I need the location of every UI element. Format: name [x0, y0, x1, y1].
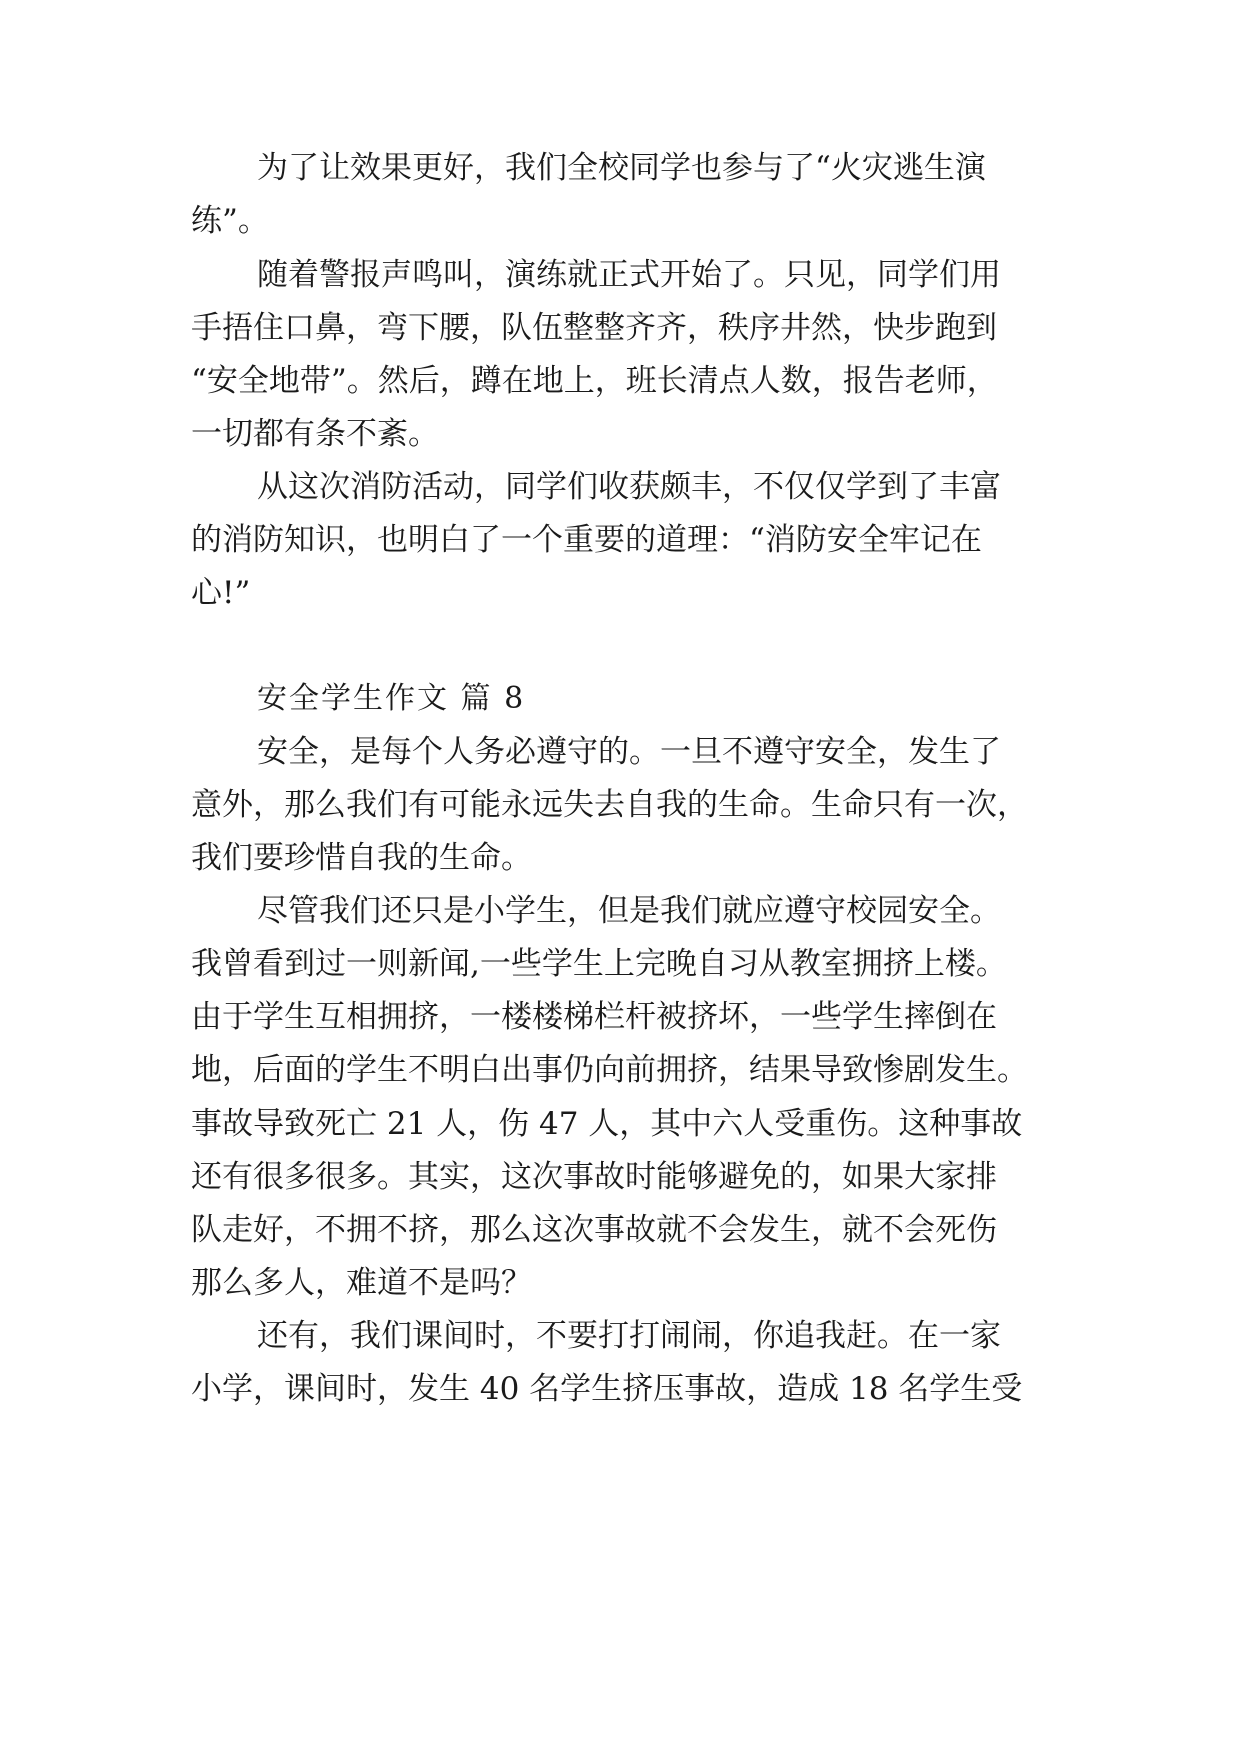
paragraph-line: 从这次消防活动，同学们收获颇丰，不仅仅学到了丰富 [257, 469, 1001, 505]
paragraph-line: 的消防知识，也明白了一个重要的道理：“消防安全牢记在 [191, 522, 982, 558]
paragraph-line: 随着警报声鸣叫，演练就正式开始了。只见，同学们用 [257, 257, 1001, 293]
paragraph-line: 为了让效果更好，我们全校同学也参与了“火灾逃生演 [257, 150, 986, 186]
paragraph-line: 意外，那么我们有可能永远失去自我的生命。生命只有一次， [191, 787, 1028, 823]
paragraph-line: 那么多人，难道不是吗？ [191, 1265, 532, 1301]
paragraph-line: 地，后面的学生不明白出事仍向前拥挤，结果导致惨剧发生。 [191, 1052, 1028, 1088]
paragraph-line: 练”。 [191, 203, 269, 239]
paragraph-line: 还有，我们课间时，不要打打闹闹，你追我赶。在一家 [257, 1318, 1001, 1354]
paragraph-line: 事故导致死亡 21 人，伤 47 人，其中六人受重伤。这种事故 [191, 1106, 1023, 1142]
paragraph-line: 尽管我们还只是小学生，但是我们就应遵守校园安全。 [257, 893, 1001, 929]
paragraph-line: “安全地带”。然后，蹲在地上，班长清点人数，报告老师， [191, 363, 998, 399]
paragraph-line: 由于学生互相拥挤，一楼楼梯栏杆被挤坏，一些学生摔倒在 [191, 999, 997, 1035]
section-title: 安全学生作文 篇 8 [257, 681, 526, 716]
paragraph-line: 手捂住口鼻，弯下腰，队伍整整齐齐，秩序井然，快步跑到 [191, 310, 997, 346]
paragraph-line: 队走好，不拥不挤，那么这次事故就不会发生，就不会死伤 [191, 1212, 997, 1248]
paragraph-line: 我曾看到过一则新闻,一些学生上完晚自习从教室拥挤上楼。 [191, 946, 1007, 982]
paragraph-line: 我们要珍惜自我的生命。 [191, 840, 532, 876]
paragraph-line: 小学，课间时，发生 40 名学生挤压事故，造成 18 名学生受 [191, 1371, 1023, 1407]
paragraph-line: 一切都有条不紊。 [191, 416, 439, 452]
paragraph-line: 心!” [191, 575, 251, 611]
paragraph-line: 还有很多很多。其实，这次事故时能够避免的，如果大家排 [191, 1159, 997, 1195]
paragraph-line: 安全，是每个人务必遵守的。一旦不遵守安全，发生了 [257, 734, 1001, 770]
